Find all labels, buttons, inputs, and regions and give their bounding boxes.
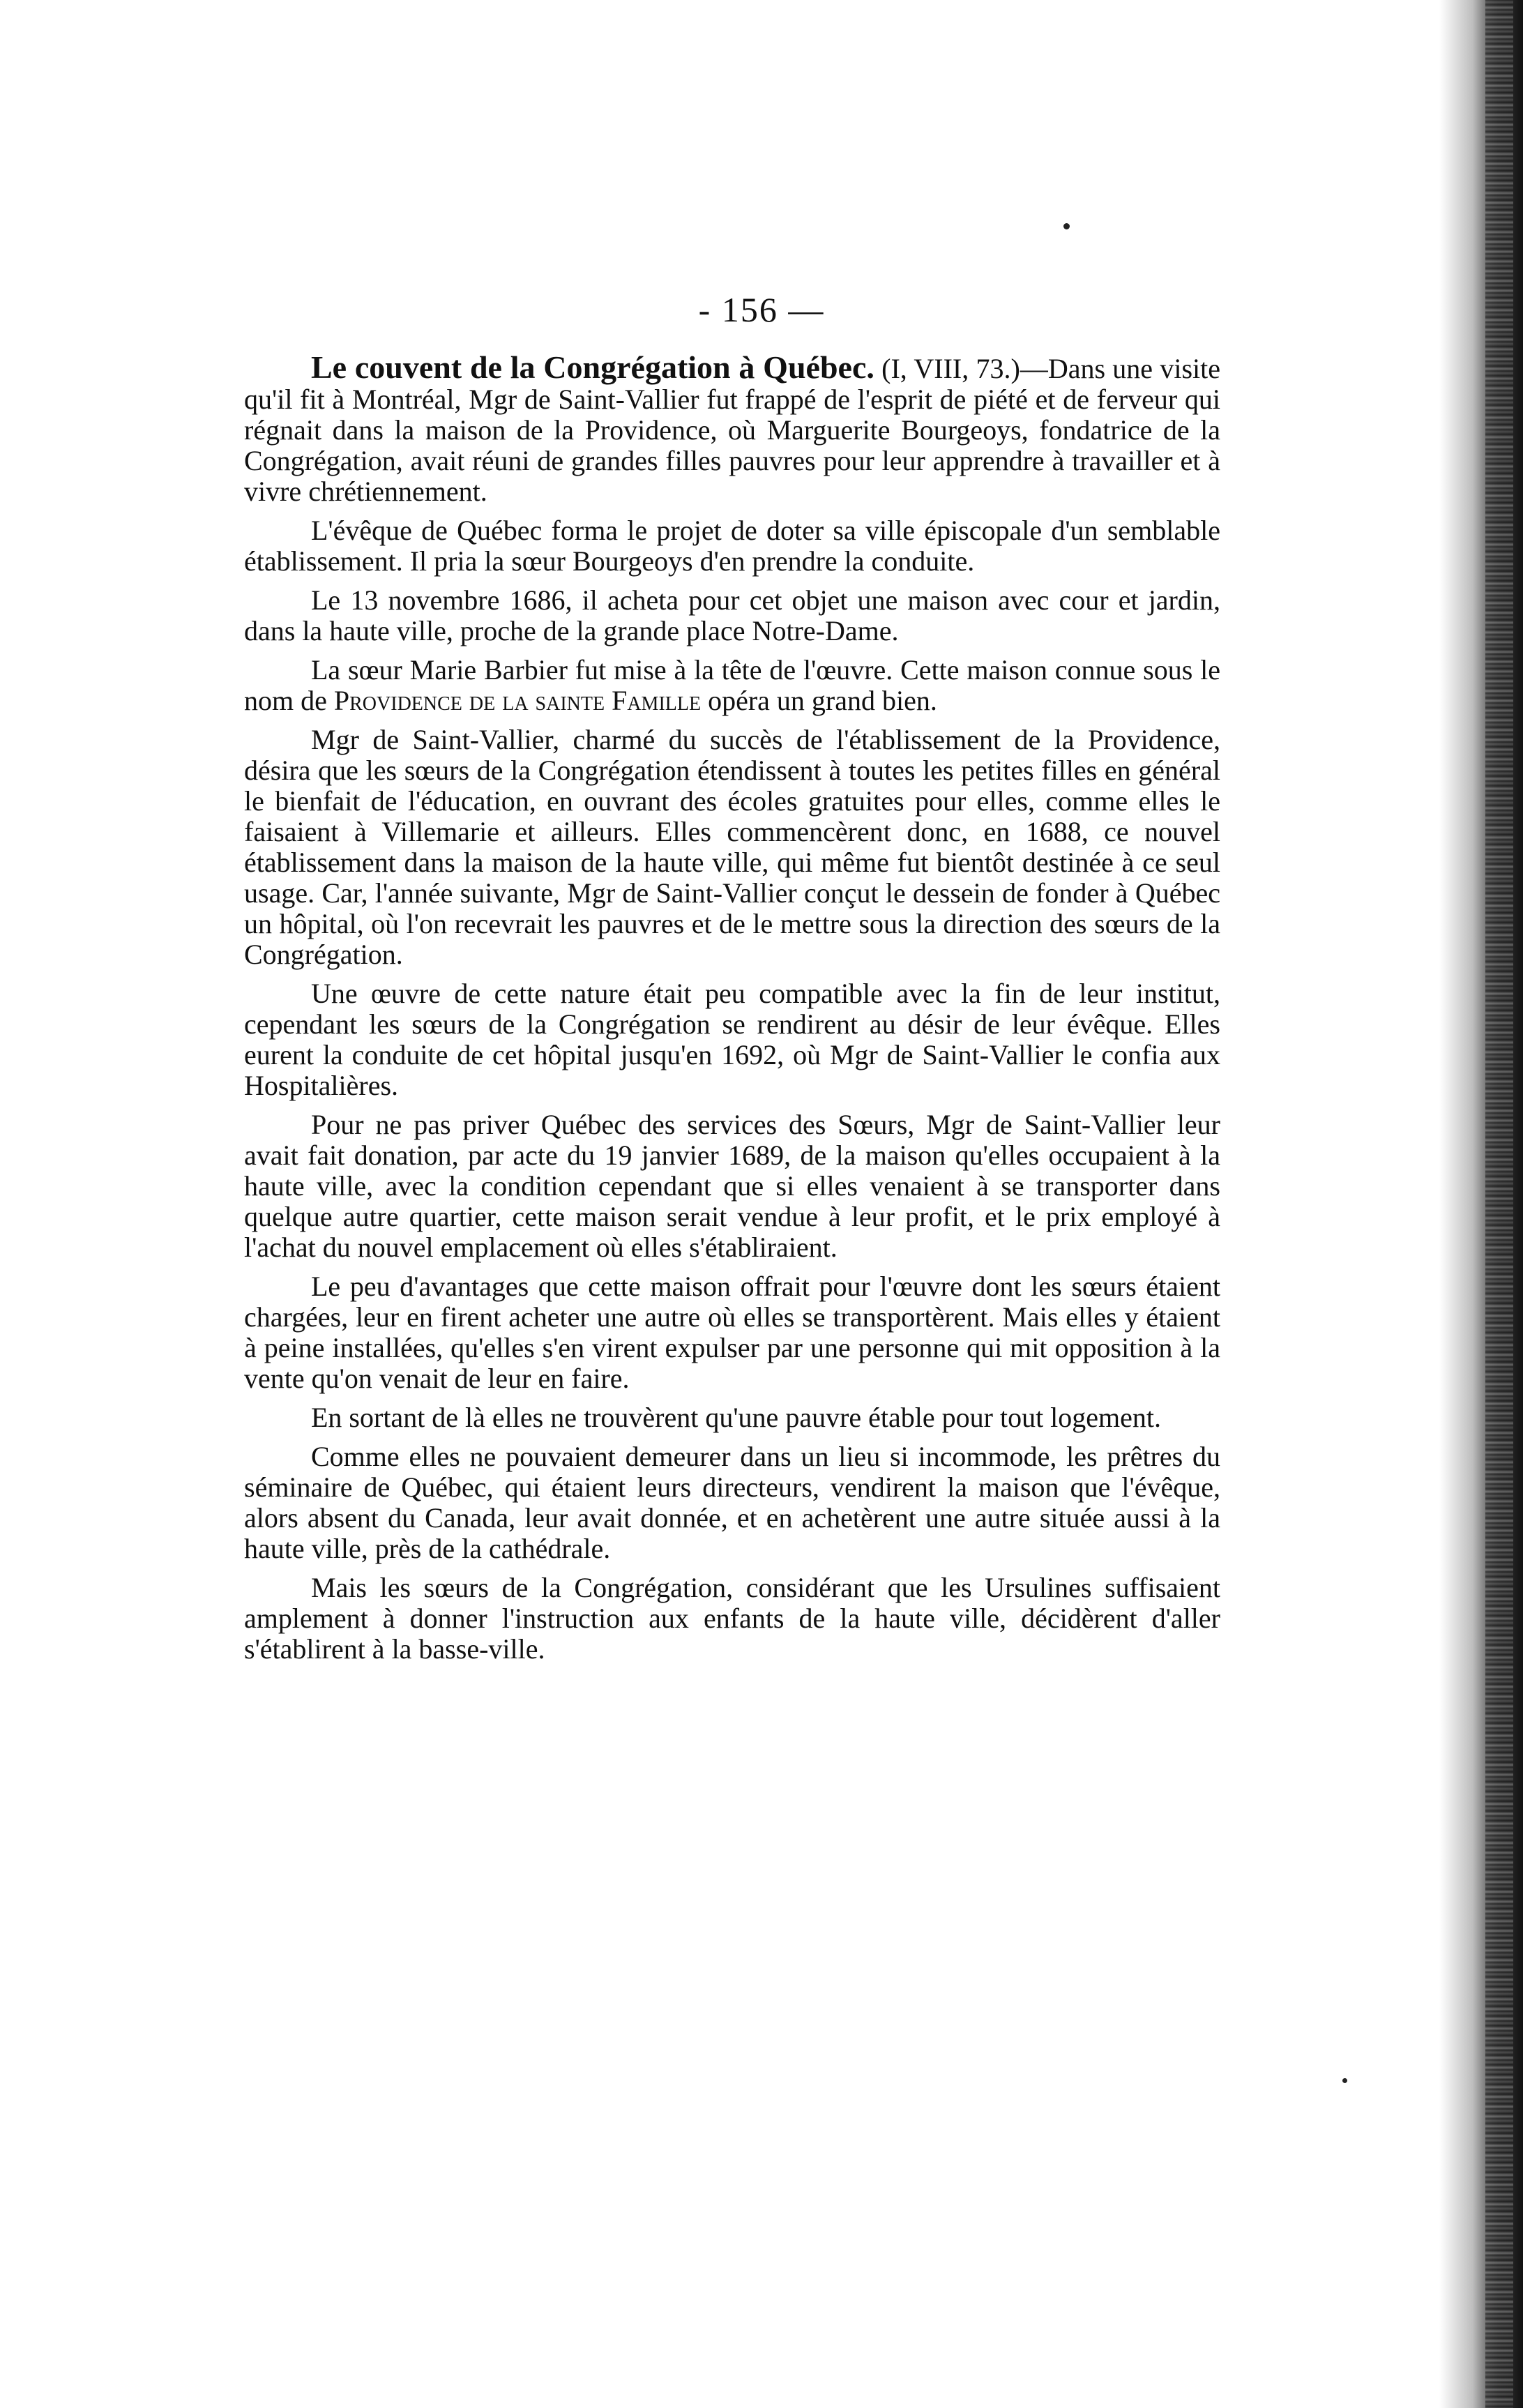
- paragraph-2: L'évêque de Québec forma le projet de doter sa ville épiscopale d'un semblable établissement. Il pria la sœur Bourgeoys d'en prendre la conduite.: [244, 515, 1220, 577]
- paragraph-7: Pour ne pas priver Québec des services des Sœurs, Mgr de Saint-Vallier leur avait fait donation, par acte du 19 janvier 1689, de la maison qu'elles occupaient à la haute ville, avec la condition cependant que si elles venaient à se transporter dans quelque autre quartier, cette maison serait vendue à leur profit, et le prix employé à l'achat du nouvel emplacement où elles s'établiraient.: [244, 1109, 1220, 1263]
- paragraph-5: Mgr de Saint-Vallier, charmé du succès de l'établissement de la Providence, désira que les sœurs de la Congrégation étendissent à toutes les petites filles en général le bienfait de l'éducation, en ouvrant des écoles gratuites pour elles, comme elles le faisaient à Villemarie et ailleurs. Elles commencèrent donc, en 1688, ce nouvel établissement dans la maison de la haute ville, qui même fut bientôt destinée à ce seul usage. Car, l'année suivante, Mgr de Saint-Vallier conçut le dessein de fonder à Québec un hôpital, où l'on recevrait les pauvres et de le mettre sous la direction des sœurs de la Congrégation.: [244, 724, 1220, 970]
- page-number: - 156 —: [698, 290, 825, 329]
- paragraph-text: La sœur Marie Barbier fut mise à la tête de l'œuvre. Cette maison connue sous le nom de: [244, 654, 1220, 716]
- institution-name: Providence de la sainte Famille: [333, 685, 702, 716]
- paragraph-8: Le peu d'avantages que cette maison offrait pour l'œuvre dont les sœurs étaient chargées, leur en firent acheter une autre où elles se transportèrent. Mais elles y étaient à peine installées, qu'elles s'en virent expulser par une personne qui mit opposition à la vente qu'on venait de leur en faire.: [244, 1271, 1220, 1394]
- dust-speck: [1063, 223, 1070, 229]
- paragraph-text: Dans une visite qu'il fit à Montréal, Mgr de Saint-Vallier fut frappé de l'esprit de piété et de ferveur qui régnait dans la maison de la Providence, où Marguerite Bourgeoys, fondatrice de la Congrégation, avait réuni de grandes filles pauvres pour leur apprendre à travailler et à vivre chrétiennement.: [244, 353, 1220, 507]
- dust-speck: [1342, 2078, 1347, 2083]
- paragraph-11: Mais les sœurs de la Congrégation, considérant que les Ursulines suffisaient amplement à donner l'instruction aux enfants de la haute ville, décidèrent d'aller s'établirent à la basse-ville.: [244, 1572, 1220, 1665]
- paragraph-9: En sortant de là elles ne trouvèrent qu'une pauvre étable pour tout logement.: [311, 1402, 1162, 1433]
- paragraph-text: opéra un grand bien.: [701, 685, 937, 716]
- heading-reference: (I, VIII, 73.)—: [874, 353, 1048, 384]
- paragraph-4: [244, 655, 1220, 716]
- paragraph-10: Comme elles ne pouvaient demeurer dans un lieu si incommode, les prêtres du séminaire de Québec, qui étaient leurs directeurs, vendirent la maison que l'évêque, alors absent du Canada, leur avait donnée, et en achetèrent une autre située aussi à la haute ville, près de la cathédrale.: [244, 1441, 1220, 1564]
- paragraph-3: Le 13 novembre 1686, il acheta pour cet objet une maison avec cour et jardin, dans la haute ville, proche de la grande place Notre-Dame.: [244, 584, 1220, 646]
- paragraph-1: [244, 349, 1220, 507]
- section-heading: Le couvent de la Congrégation à Québec.: [311, 349, 874, 385]
- paragraph-6: Une œuvre de cette nature était peu compatible avec la fin de leur institut, cependant les sœurs de la Congrégation se rendirent au désir de leur évêque. Elles eurent la conduite de cet hôpital jusqu'en 1692, où Mgr de Saint-Vallier le confia aux Hospitalières.: [244, 978, 1220, 1101]
- body-text: [244, 349, 1220, 1673]
- page-edge-texture: [1485, 0, 1513, 2408]
